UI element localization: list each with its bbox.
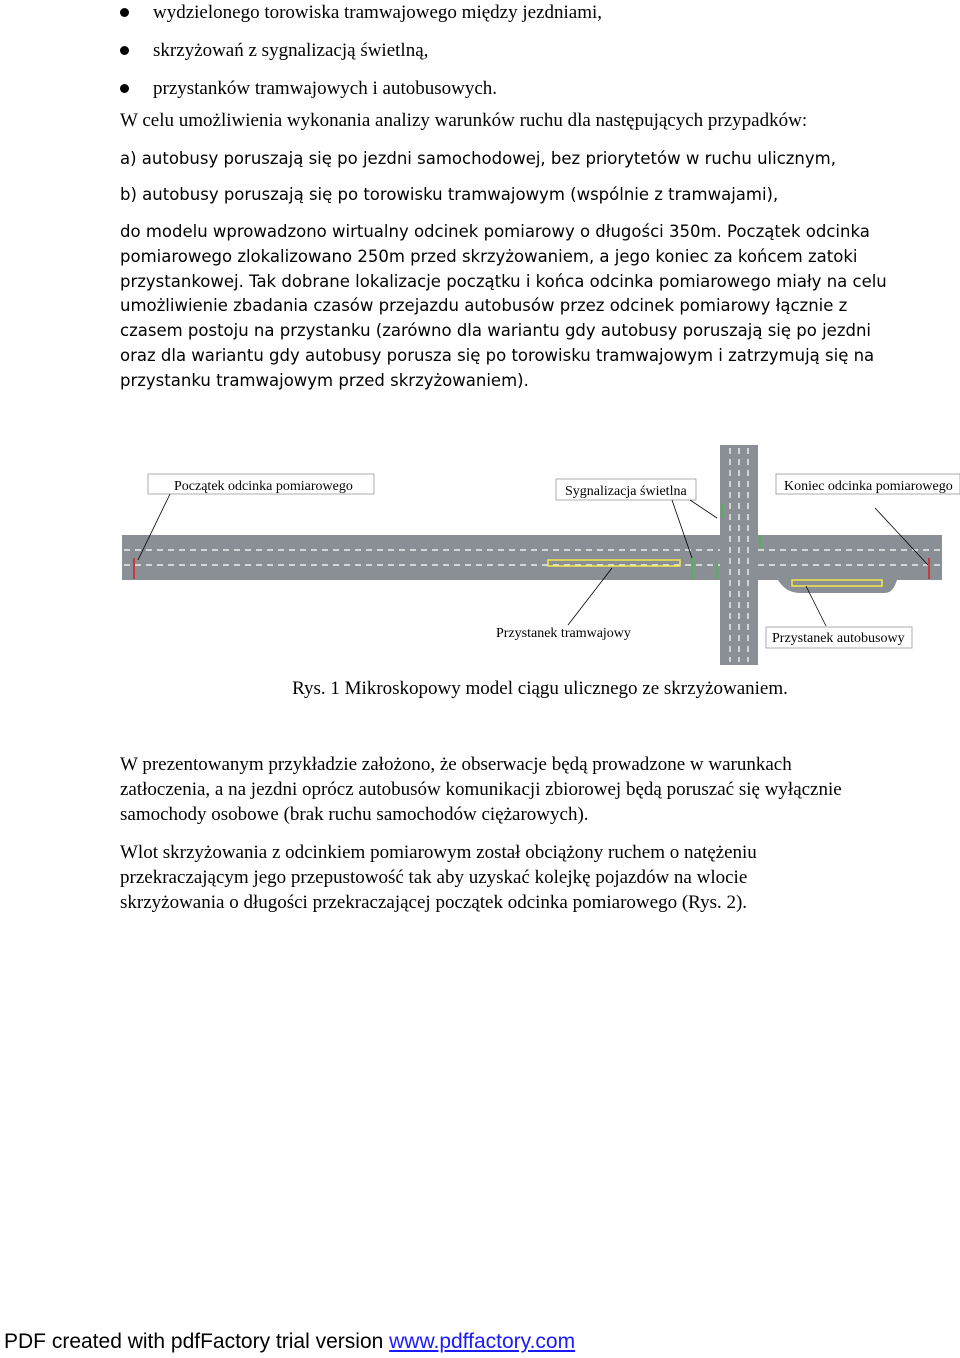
text-line: W prezentowanym przykładzie założono, że obserwacje będą prowadzone w warunkach (120, 754, 792, 775)
list-item-text: skrzyżowań z sygnalizacją świetlną, (153, 40, 429, 61)
text-line: przystanku tramwajowym przed skrzyżowaniem). (120, 370, 529, 390)
pdf-footer (4, 1330, 575, 1354)
text-line: umożliwienie zbadania czasów przejazdu autobusów przez odcinek pomiarowy łącznie z (120, 296, 848, 316)
bullet-icon (120, 84, 129, 93)
intro-text: W celu umożliwienia wykonania analizy warunków ruchu dla następujących przypadków: (120, 110, 808, 131)
case-a-text: a) autobusy poruszają się po jezdni samochodowej, bez priorytetów w ruchu ulicznym, (120, 149, 836, 168)
bullet-list (120, 0, 940, 114)
main-road-surface (122, 535, 942, 580)
text-line: Wlot skrzyżowania z odcinkiem pomiarowym został obciążony ruchem o natężeniu (120, 842, 757, 863)
label-start: Początek odcinka pomiarowego (174, 479, 353, 494)
text-line: oraz dla wariantu gdy autobusy porusza się po torowisku tramwajowym i zatrzymują się na (120, 345, 875, 365)
list-item-text: wydzielonego torowiska tramwajowego między jezdniami, (153, 2, 603, 23)
leader-line (690, 500, 717, 518)
case-b-text: b) autobusy poruszają się po torowisku tramwajowym (wspólnie z tramwajami), (120, 185, 779, 204)
cross-road-surface (720, 445, 758, 665)
text-line: czasem postoju na przystanku (zarówno dla wariantu gdy autobusy poruszają się po jezdni (120, 321, 871, 341)
paragraph-intersection (120, 840, 930, 915)
bullet-icon (120, 8, 129, 17)
street-model-figure (0, 440, 960, 670)
text-line: zatłoczenia, a na jezdni oprócz autobusów komunikacji zbiorowej będą poruszać się wyłącznie (120, 779, 842, 800)
label-tram-stop: Przystanek tramwajowy (496, 626, 631, 641)
label-signal: Sygnalizacja świetlna (565, 484, 687, 499)
footer-text: PDF created with pdfFactory trial version (4, 1330, 390, 1353)
list-item (120, 38, 940, 76)
text-line: pomiarowego zlokalizowano 250m przed skrzyżowaniem, a jego koniec za końcem zatoki (120, 246, 858, 266)
text-line: przystankowej. Tak dobrane lokalizacje początku i końca odcinka pomiarowego miały na celu (120, 271, 887, 291)
label-bus-stop: Przystanek autobusowy (772, 631, 905, 646)
label-end: Koniec odcinka pomiarowego (784, 479, 953, 494)
list-item-text: przystanków tramwajowych i autobusowych. (153, 78, 498, 99)
paragraph-measurement (120, 220, 930, 394)
footer-link[interactable]: www.pdffactory.com (389, 1330, 576, 1353)
list-item (120, 0, 940, 38)
figure-caption: Rys. 1 Mikroskopowy model ciągu ulicznego ze skrzyżowaniem. (292, 678, 788, 699)
cross-road (720, 445, 758, 665)
text-line: przekraczającym jego przepustowość tak aby uzyskać kolejkę pojazdów na wlocie (120, 867, 748, 888)
street-model-diagram (0, 440, 960, 670)
paragraph-congestion (120, 752, 930, 827)
bullet-icon (120, 46, 129, 55)
text-line: samochody osobowe (brak ruchu samochodów ciężarowych). (120, 804, 589, 825)
main-road (122, 535, 942, 593)
text-line: do modelu wprowadzono wirtualny odcinek pomiarowy o długości 350m. Początek odcinka (120, 222, 870, 241)
text-line: skrzyżowania o długości przekraczającej początek odcinka pomiarowego (Rys. 2). (120, 892, 748, 913)
